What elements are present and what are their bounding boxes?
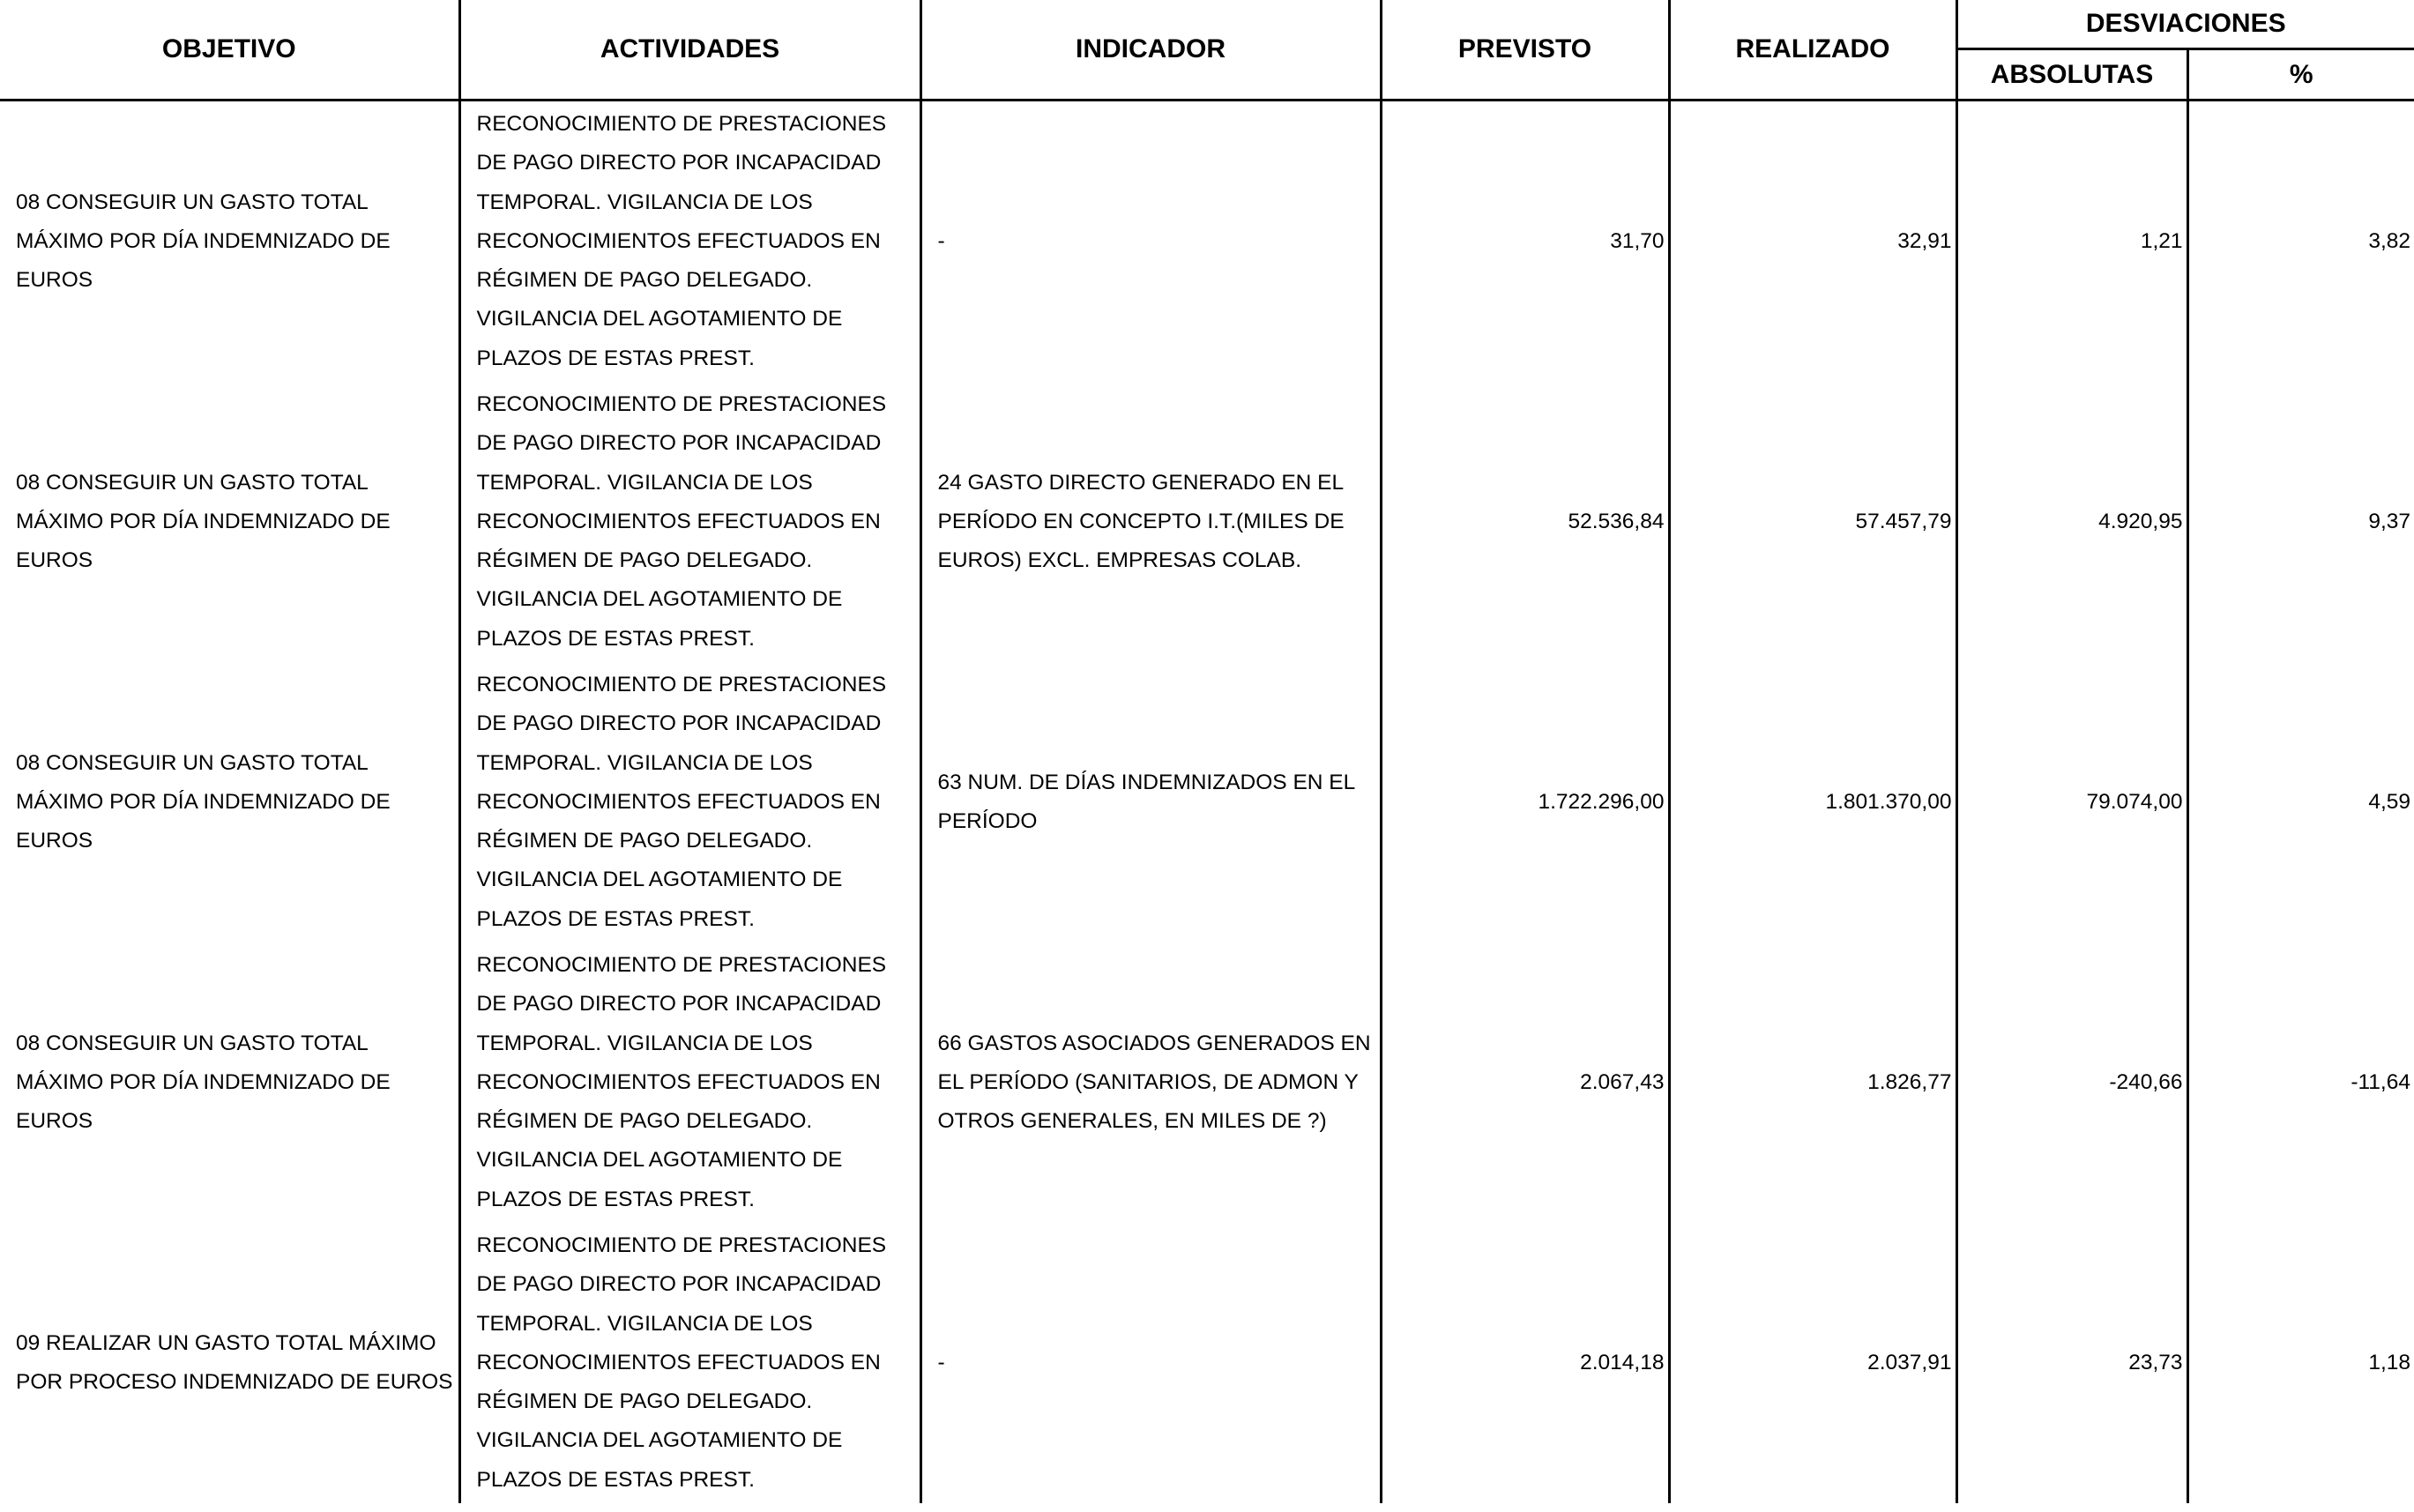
cell-porcentaje: -11,64 [2187, 942, 2414, 1223]
cell-indicador: - [920, 101, 1381, 383]
cell-objetivo: 08 CONSEGUIR UN GASTO TOTAL MÁXIMO POR DÍA INDEMNIZADO DE EUROS [16, 1031, 391, 1134]
cell-previsto: 1.722.296,00 [1381, 662, 1669, 942]
cell-previsto: 52.536,84 [1381, 382, 1669, 662]
header-porcentaje: % [2187, 49, 2414, 101]
table-row [0, 662, 2414, 942]
cell-actividades: RECONOCIMIENTO DE PRESTACIONES DE PAGO DIRECTO POR INCAPACIDAD TEMPORAL. VIGILANCIA DE LOS RECONOCIMIENTOS EFECTUADOS EN RÉGIMEN DE PAGO DELEGADO. VIGILANCIA DEL AGOTAMIENTO DE PLAZOS DE ESTAS PREST. [459, 101, 920, 383]
cell-absolutas: -240,66 [1956, 942, 2187, 1223]
cell-indicador: 66 GASTOS ASOCIADOS GENERADOS EN EL PERÍODO (SANITARIOS, DE ADMON Y OTROS GENERALES, EN MILES DE ?) [920, 942, 1381, 1223]
cell-realizado: 1.801.370,00 [1669, 662, 1956, 942]
cell-realizado: 32,91 [1669, 101, 1956, 383]
cell-porcentaje: 3,82 [2187, 101, 2414, 383]
cell-actividades: RECONOCIMIENTO DE PRESTACIONES DE PAGO DIRECTO POR INCAPACIDAD TEMPORAL. VIGILANCIA DE LOS RECONOCIMIENTOS EFECTUADOS EN RÉGIMEN DE PAGO DELEGADO. VIGILANCIA DEL AGOTAMIENTO DE PLAZOS DE ESTAS PREST. [459, 382, 920, 662]
cell-actividades: RECONOCIMIENTO DE PRESTACIONES DE PAGO DIRECTO POR INCAPACIDAD TEMPORAL. VIGILANCIA DE LOS RECONOCIMIENTOS EFECTUADOS EN RÉGIMEN DE PAGO DELEGADO. VIGILANCIA DEL AGOTAMIENTO DE PLAZOS DE ESTAS PREST. [459, 662, 920, 942]
cell-actividades: RECONOCIMIENTO DE PRESTACIONES DE PAGO DIRECTO POR INCAPACIDAD TEMPORAL. VIGILANCIA DE LOS RECONOCIMIENTOS EFECTUADOS EN RÉGIMEN DE PAGO DELEGADO. VIGILANCIA DEL AGOTAMIENTO DE PLAZOS DE ESTAS PREST. [459, 942, 920, 1223]
cell-porcentaje: 9,37 [2187, 382, 2414, 662]
header-objetivo: OBJETIVO [0, 0, 459, 101]
header-realizado: REALIZADO [1669, 0, 1956, 101]
table-row [0, 1223, 2414, 1503]
cell-realizado: 1.826,77 [1669, 942, 1956, 1223]
cell-realizado: 57.457,79 [1669, 382, 1956, 662]
cell-actividades: RECONOCIMIENTO DE PRESTACIONES DE PAGO DIRECTO POR INCAPACIDAD TEMPORAL. VIGILANCIA DE LOS RECONOCIMIENTOS EFECTUADOS EN RÉGIMEN DE PAGO DELEGADO. VIGILANCIA DEL AGOTAMIENTO DE PLAZOS DE ESTAS PREST. [459, 1223, 920, 1503]
cell-porcentaje: 4,59 [2187, 662, 2414, 942]
cell-indicador: 24 GASTO DIRECTO GENERADO EN EL PERÍODO EN CONCEPTO I.T.(MILES DE EUROS) EXCL. EMPRESAS COLAB. [920, 382, 1381, 662]
table-row [0, 101, 2414, 383]
header-actividades: ACTIVIDADES [459, 0, 920, 101]
cell-previsto: 2.067,43 [1381, 942, 1669, 1223]
cell-absolutas: 23,73 [1956, 1223, 2187, 1503]
header-previsto: PREVISTO [1381, 0, 1669, 101]
table-row [0, 942, 2414, 1223]
cell-previsto: 31,70 [1381, 101, 1669, 383]
cell-objetivo: 08 CONSEGUIR UN GASTO TOTAL MÁXIMO POR DÍA INDEMNIZADO DE EUROS [16, 750, 391, 853]
header-indicador: INDICADOR [920, 0, 1381, 101]
header-absolutas: ABSOLUTAS [1956, 49, 2187, 101]
cell-objetivo: 08 CONSEGUIR UN GASTO TOTAL MÁXIMO POR DÍA INDEMNIZADO DE EUROS [16, 190, 391, 293]
cell-objetivo: 08 CONSEGUIR UN GASTO TOTAL MÁXIMO POR DÍA INDEMNIZADO DE EUROS [16, 470, 391, 573]
header-desviaciones: DESVIACIONES [1956, 0, 2414, 49]
cell-absolutas: 4.920,95 [1956, 382, 2187, 662]
cell-absolutas: 79.074,00 [1956, 662, 2187, 942]
cell-objetivo: 09 REALIZAR UN GASTO TOTAL MÁXIMO POR PROCESO INDEMNIZADO DE EUROS [16, 1330, 453, 1394]
cell-absolutas: 1,21 [1956, 101, 2187, 383]
cell-previsto: 2.014,18 [1381, 1223, 1669, 1503]
cell-realizado: 2.037,91 [1669, 1223, 1956, 1503]
cell-indicador: - [920, 1223, 1381, 1503]
cell-indicador: 63 NUM. DE DÍAS INDEMNIZADOS EN EL PERÍODO [920, 662, 1381, 942]
table-row [0, 382, 2414, 662]
cell-porcentaje: 1,18 [2187, 1223, 2414, 1503]
